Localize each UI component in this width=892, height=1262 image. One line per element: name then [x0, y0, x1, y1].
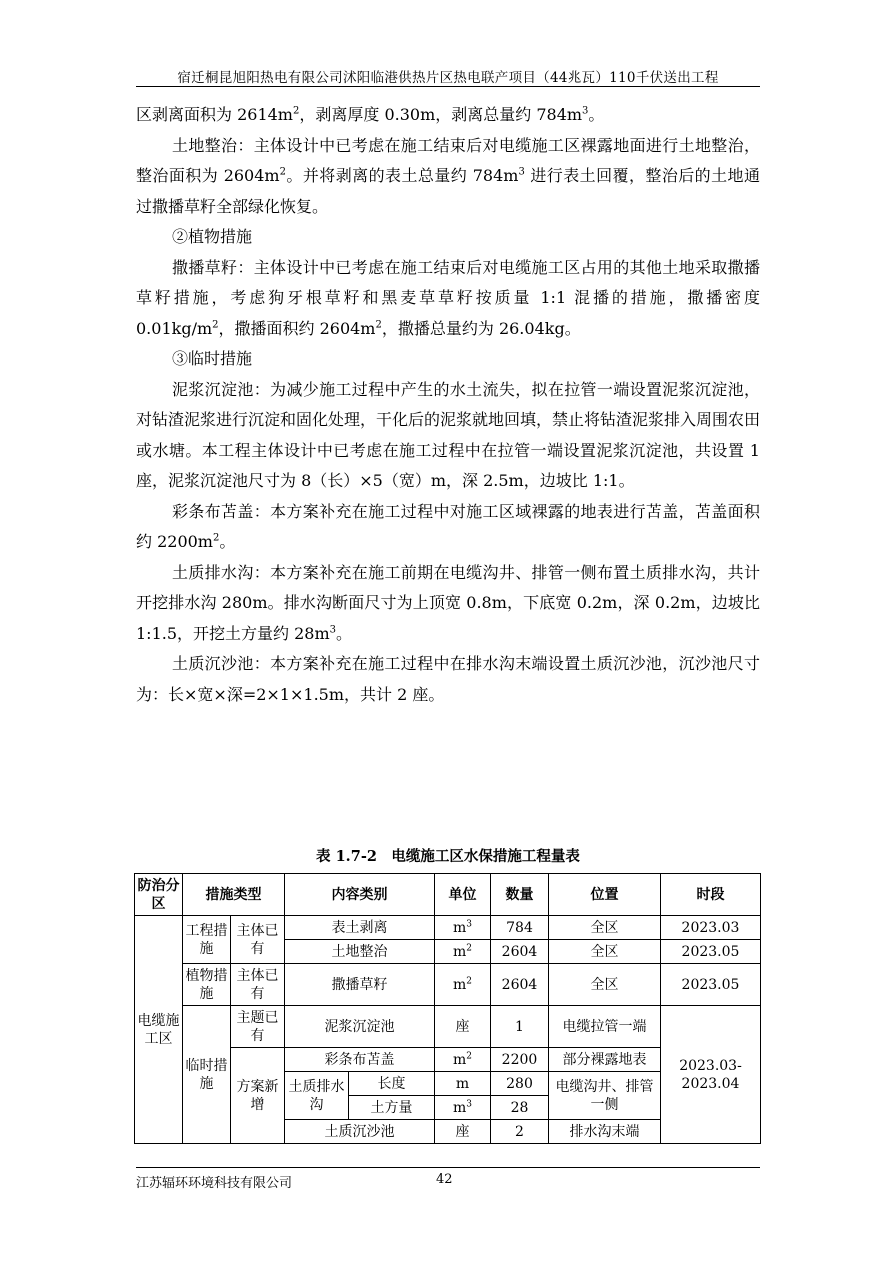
paragraph-land-rehab [136, 131, 760, 223]
superscript: 2 [279, 166, 286, 178]
superscript: 2 [212, 532, 220, 544]
content-cell: 土地整治 [285, 940, 435, 964]
subgroup-main-existing: 主体已有 [231, 916, 285, 964]
qty-cell: 2604 [491, 940, 549, 964]
subgroup-plan-added: 方案新增 [231, 1048, 285, 1144]
footer-company: 江苏辐环环境科技有限公司 [136, 1176, 293, 1191]
content-cell: 表土剥离 [285, 916, 435, 940]
unit-text: m [452, 919, 467, 936]
location-cell: 全区 [549, 964, 661, 1006]
ditch-cell: 土质排水沟 [285, 1072, 349, 1120]
text-run: 。 [336, 623, 353, 643]
superscript: 3 [466, 1098, 472, 1109]
unit-text: m [452, 1051, 467, 1068]
subgroup-main-existing: 主题已有 [231, 1006, 285, 1048]
text-run: 撒播草籽：主体设计中已考虑在施工结束后对电缆施工区占用的其他土地采取撒播草籽措施，考虑狗牙根草籽和黑麦草草籽按质量 1:1 混播的措施，撒播密度 0.01kg/m [136, 257, 760, 338]
period-cell: 2023.05 [661, 940, 761, 964]
paragraph-drainage-ditch [136, 558, 760, 650]
period-cell: 2023.05 [661, 964, 761, 1006]
unit-cell [435, 964, 491, 1006]
unit-text: 座 [455, 1123, 470, 1140]
table-row [135, 916, 761, 940]
unit-cell [435, 1006, 491, 1048]
heading-temporary-measures: ③临时措施 [172, 349, 253, 368]
content-cell: 土方量 [349, 1096, 435, 1120]
paragraph-stripping-total [136, 100, 760, 131]
content-cell: 长度 [349, 1072, 435, 1096]
text-run: 彩条布苫盖：本方案补充在施工过程中对施工区域裸露的地表进行苫盖，苫盖面积约 2200m [136, 501, 760, 551]
unit-text: m [452, 1099, 467, 1116]
location-cell: 全区 [549, 940, 661, 964]
qty-cell: 2604 [491, 964, 549, 1006]
header-content: 内容类别 [285, 874, 435, 916]
unit-cell [435, 940, 491, 964]
superscript: 2 [212, 319, 219, 331]
superscript: 3 [518, 166, 525, 178]
header-unit: 单位 [435, 874, 491, 916]
content-cell: 彩条布苫盖 [285, 1048, 435, 1072]
period-cell: 2023.03-2023.04 [661, 1006, 761, 1144]
location-cell: 全区 [549, 916, 661, 940]
superscript: 3 [466, 918, 472, 929]
group-engineering: 工程措施 [183, 916, 231, 964]
text-run: ，撒播总量约为 26.04kg。 [381, 318, 581, 338]
header-period: 时段 [661, 874, 761, 916]
measures-quantity-table [134, 873, 761, 1144]
table-header-row [135, 874, 761, 916]
paragraph-grass-seeding [136, 253, 760, 345]
location-cell: 电缆沟井、排管一侧 [549, 1072, 661, 1120]
subgroup-main-existing: 主体已有 [231, 964, 285, 1006]
superscript: 2 [466, 975, 472, 986]
unit-cell [435, 1072, 491, 1096]
text-run: 。 [219, 532, 236, 551]
table-caption: 表 1.7-2 电缆施工区水保措施工程量表 [316, 848, 580, 865]
location-cell: 排水沟末端 [549, 1120, 661, 1144]
unit-text: m [452, 943, 467, 960]
content-cell: 泥浆沉淀池 [285, 1006, 435, 1048]
paragraph-mud-pond: 泥浆沉淀池：为减少施工过程中产生的水土流失，拟在拉管一端设置泥浆沉淀池，对钻渣泥浆进行沉淀和固化处理，干化后的泥浆就地回填，禁止将钻渣泥浆排入周围农田或水塘。本工程主体设计中已考虑在施工过程中在拉管一端设置泥浆沉淀池，共设置 1 座，泥浆沉淀池尺寸为 8（长）×5（宽）m，深 2.5m，边坡比 1:1。 [136, 379, 761, 490]
header-type: 措施类型 [183, 874, 285, 916]
text-run: ，撒播面积约 2604m [218, 318, 376, 338]
unit-cell [435, 916, 491, 940]
location-cell: 部分裸露地表 [549, 1048, 661, 1072]
text-run: 进行表土回覆，整治后的土地通过撒播草籽全部绿化恢复。 [136, 166, 760, 216]
text-run: 土地整治：主体设计中已考虑在施工结束后对电缆施工区裸露地面进行土地整治，整治面积为 2604m [136, 135, 760, 185]
content-cell: 撒播草籽 [285, 964, 435, 1006]
content-cell: 土质沉沙池 [285, 1120, 435, 1144]
unit-text: m [452, 976, 467, 993]
header-rule [136, 86, 760, 87]
header-qty: 数量 [491, 874, 549, 916]
superscript: 3 [329, 624, 337, 636]
location-cell: 电缆拉管一端 [549, 1006, 661, 1048]
group-plant: 植物措施 [183, 964, 231, 1006]
qty-cell: 28 [491, 1096, 549, 1120]
page-header-title: 宿迁桐昆旭阳热电有限公司沭阳临港供热片区热电联产项目（44兆瓦）110千伏送出工程 [177, 70, 719, 86]
text-run: 区剥离面积为 2614m [136, 105, 293, 124]
body-text [136, 100, 760, 710]
period-cell: 2023.03 [661, 916, 761, 940]
unit-cell [435, 1120, 491, 1144]
paragraph-tarp-cover [136, 497, 760, 558]
page-number: 42 [436, 1172, 453, 1187]
text-run: 。并将剥离的表土总量约 784m [285, 166, 519, 185]
heading-plant-measures: ②植物措施 [172, 227, 253, 246]
table-row [135, 964, 761, 1006]
paragraph-sand-basin: 土质沉沙池：本方案补充在施工过程中在排水沟末端设置土质沉沙池，沉沙池尺寸为：长×宽×深=2×1×1.5m，共计 2 座。 [136, 654, 760, 704]
footer-rule [136, 1167, 760, 1168]
unit-text: m [455, 1075, 470, 1092]
qty-cell: 784 [491, 916, 549, 940]
unit-cell [435, 1096, 491, 1120]
group-temporary: 临时措施 [183, 1006, 231, 1144]
table-row [135, 1006, 761, 1048]
text-run: ，剥离厚度 0.30m，剥离总量约 784m [299, 105, 583, 124]
qty-cell: 2 [491, 1120, 549, 1144]
qty-cell: 1 [491, 1006, 549, 1048]
zone-cell: 电缆施工区 [135, 916, 183, 1144]
qty-cell: 280 [491, 1072, 549, 1096]
qty-cell: 2200 [491, 1048, 549, 1072]
superscript: 2 [292, 105, 300, 117]
header-location: 位置 [549, 874, 661, 916]
superscript: 3 [582, 105, 589, 117]
text-run: 土质排水沟：本方案补充在施工前期在电缆沟井、排管一侧布置土质排水沟，共计开挖排水沟 280m。排水沟断面尺寸为上顶宽 0.8m，下底宽 0.2m，深 0.2m，边坡比 1:1.5，开挖土方量约 28m [136, 562, 760, 643]
text-run: 。 [588, 105, 605, 124]
unit-cell [435, 1048, 491, 1072]
superscript: 2 [466, 1050, 472, 1061]
unit-text: 座 [455, 1018, 470, 1035]
header-zone: 防治分区 [135, 874, 183, 916]
superscript: 2 [466, 942, 472, 953]
superscript: 2 [375, 319, 382, 331]
